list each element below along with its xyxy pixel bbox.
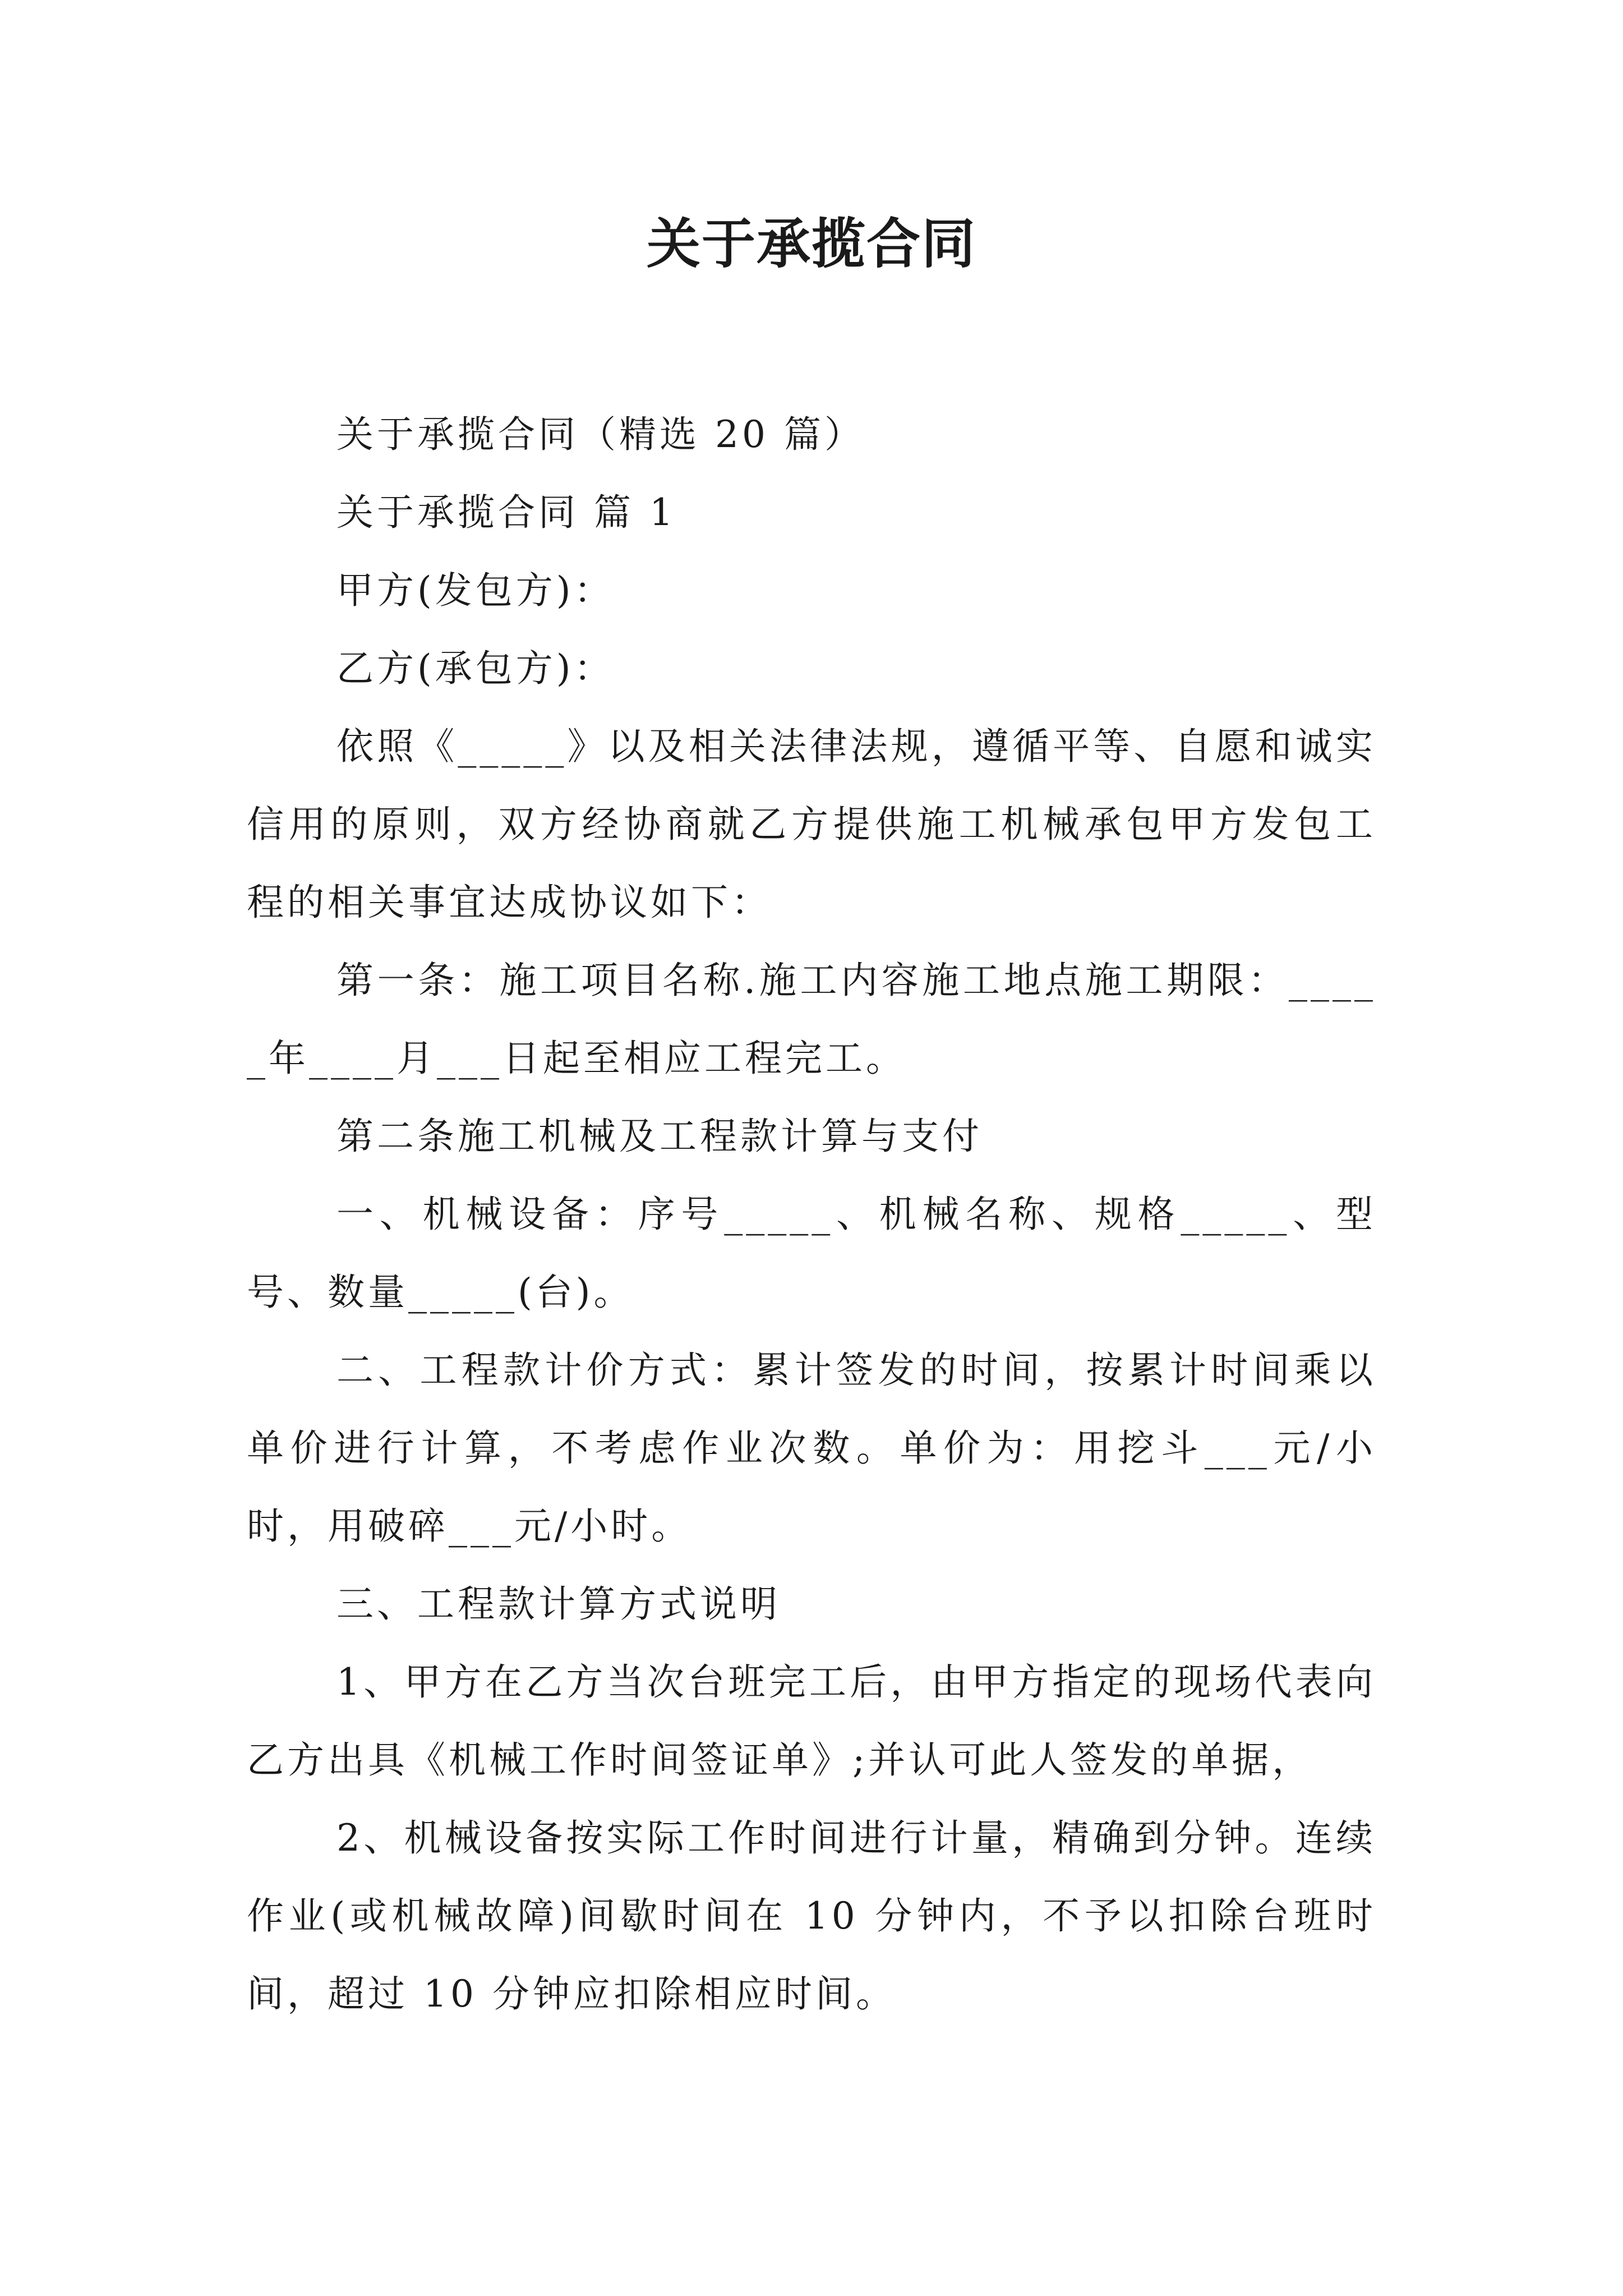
- document-body: [247, 395, 1376, 2033]
- paragraph-party-a: 甲方(发包方)：: [336, 569, 615, 612]
- paragraph-article-1: 第一条：施工项目名称.施工内容施工地点施工期限：_____年____月___日起至相应工程完工。: [247, 959, 1376, 1080]
- paragraph-calc-item-2: 2、机械设备按实际工作时间进行计量，精确到分钟。连续作业(或机械故障)间歇时间在 10 分钟内，不予以扣除台班时间，超过 10 分钟应扣除相应时间。: [247, 1816, 1376, 2016]
- paragraph-preamble: 依照《_____》以及相关法律法规，遵循平等、自愿和诚实信用的原则，双方经协商就乙方提供施工机械承包甲方发包工程的相关事宜达成协议如下：: [247, 725, 1376, 924]
- paragraph-pricing: 二、工程款计价方式：累计签发的时间，按累计时间乘以单价进行计算，不考虑作业次数。单价为：用挖斗___元/小时，用破碎___元/小时。: [247, 1349, 1376, 1548]
- paragraph-subtitle: 关于承揽合同（精选 20 篇）: [336, 413, 865, 456]
- paragraph-party-b: 乙方(承包方)：: [336, 647, 615, 690]
- document-title: 关于承揽合同: [647, 212, 976, 275]
- paragraph-article-2: 第二条施工机械及工程款计算与支付: [336, 1115, 983, 1158]
- paragraph-equipment: 一、机械设备：序号_____、机械名称、规格_____、型号、数量_____(台)。: [247, 1193, 1376, 1314]
- paragraph-section-heading: 关于承揽合同 篇 1: [336, 491, 676, 534]
- paragraph-calc-item-1: 1、甲方在乙方当次台班完工后，由甲方指定的现场代表向乙方出具《机械工作时间签证单》;并认可此人签发的单据，: [247, 1660, 1376, 1782]
- paragraph-calc-heading: 三、工程款计算方式说明: [336, 1582, 781, 1626]
